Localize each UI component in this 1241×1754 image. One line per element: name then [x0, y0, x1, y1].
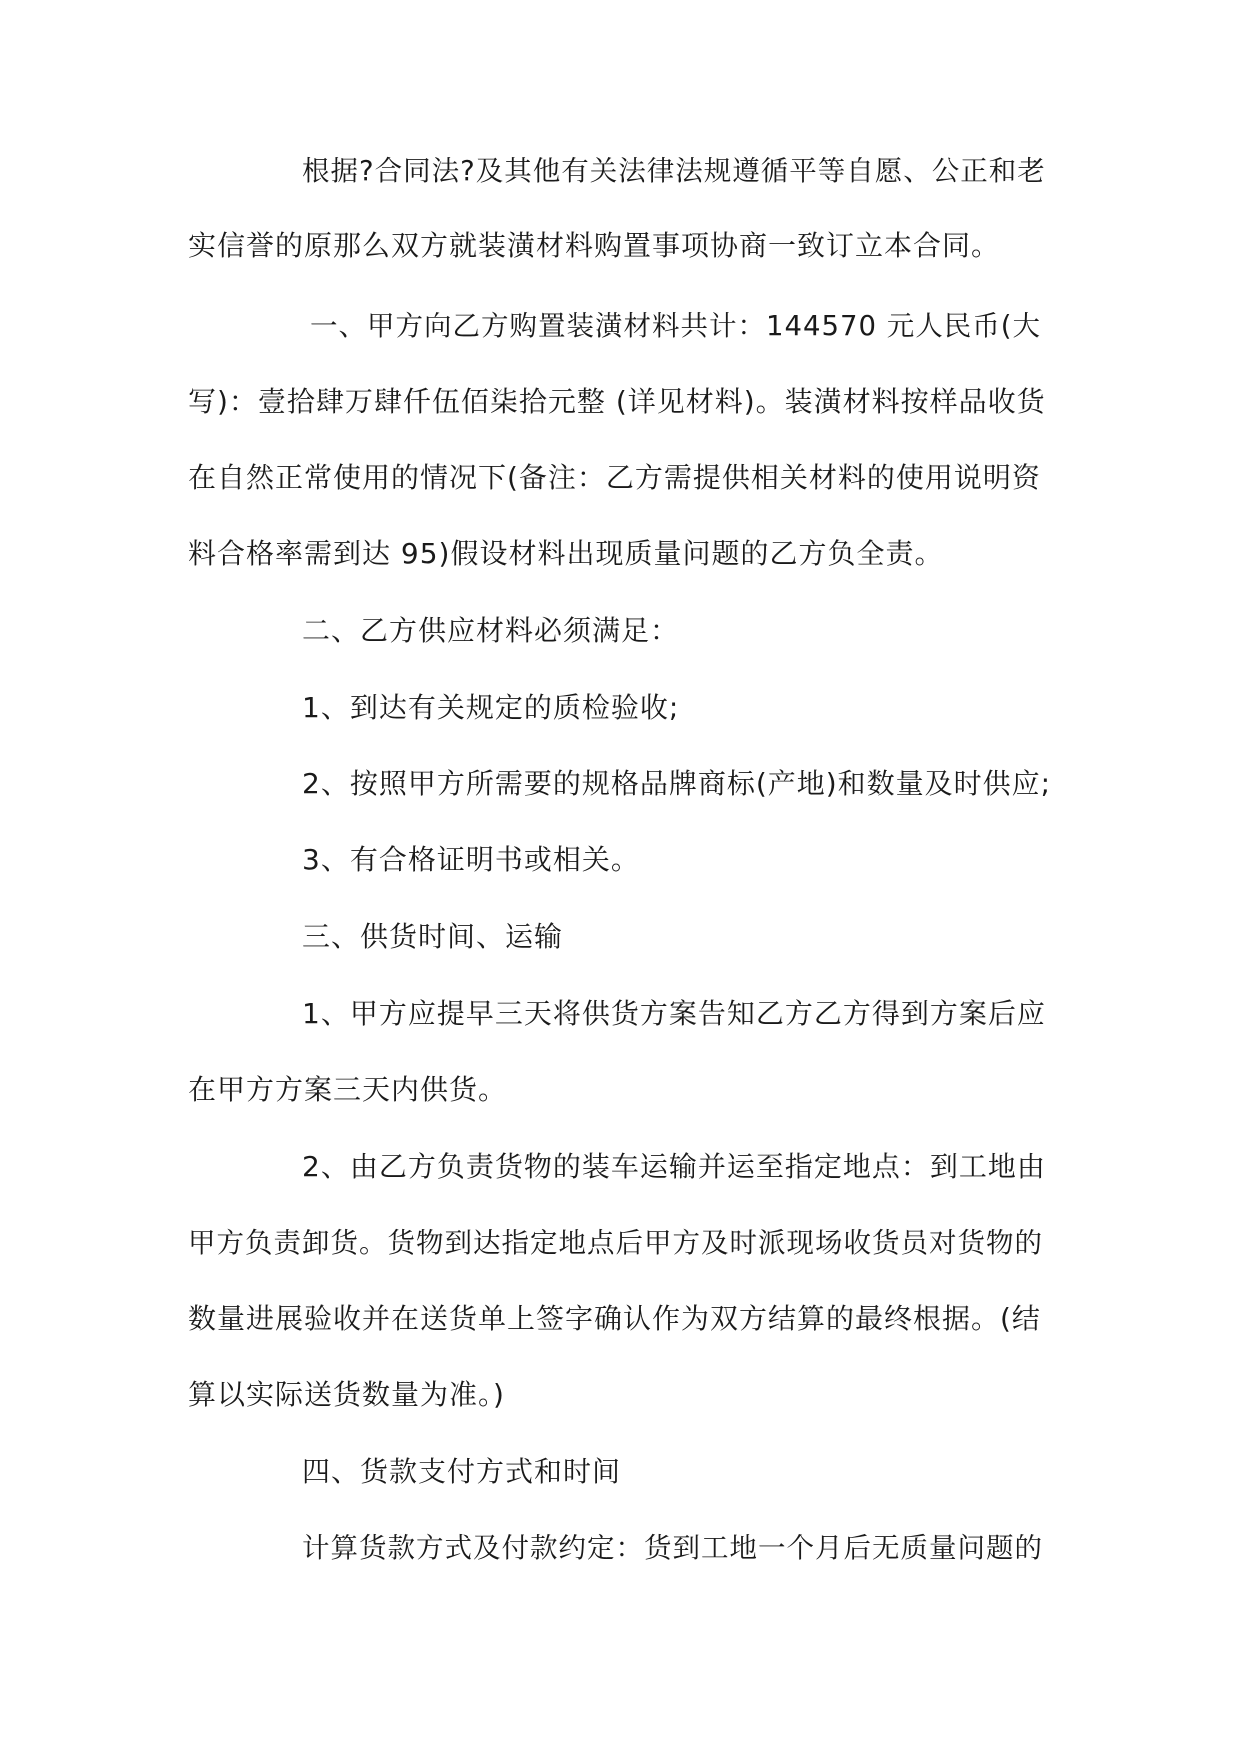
- text-line-15: 甲方负责卸货。货物到达指定地点后甲方及时派现场收货员对货物的: [188, 1227, 1043, 1259]
- text-line-1: 根据?合同法?及其他有关法律法规遵循平等自愿、公正和老: [302, 155, 1046, 187]
- text-line-11: 三、供货时间、运输: [302, 920, 564, 953]
- text-line-4: 写)：壹拾肆万肆仟伍佰柒拾元整 (详见材料)。装潢材料按样品收货: [188, 385, 1046, 418]
- text-line-6: 料合格率需到达 95)假设材料出现质量问题的乙方负全责。: [188, 537, 944, 570]
- text-line-3: 一、甲方向乙方购置装潢材料共计：144570 元人民币(大: [310, 310, 1041, 342]
- text-line-5: 在自然正常使用的情况下(备注：乙方需提供相关材料的使用说明资: [188, 461, 1041, 494]
- text-line-10: 3、有合格证明书或相关。: [302, 843, 640, 876]
- text-line-12: 1、甲方应提早三天将供货方案告知乙方乙方得到方案后应: [302, 997, 1046, 1030]
- text-line-16: 数量进展验收并在送货单上签字确认作为双方结算的最终根据。(结: [188, 1302, 1041, 1335]
- text-line-13: 在甲方方案三天内供货。: [188, 1073, 508, 1106]
- text-line-19: 计算货款方式及付款约定：货到工地一个月后无质量问题的: [302, 1532, 1043, 1564]
- text-line-8: 1、到达有关规定的质检验收;: [302, 691, 680, 724]
- text-line-9: 2、按照甲方所需要的规格品牌商标(产地)和数量及时供应;: [302, 767, 1052, 800]
- text-line-17: 算以实际送货数量为准。): [188, 1378, 505, 1411]
- text-line-18: 四、货款支付方式和时间: [302, 1455, 622, 1488]
- text-line-2: 实信誉的原那么双方就装潢材料购置事项协商一致订立本合同。: [188, 229, 1001, 262]
- text-line-7: 二、乙方供应材料必须满足：: [302, 614, 680, 647]
- text-line-14: 2、由乙方负责货物的装车运输并运至指定地点：到工地由: [302, 1150, 1046, 1183]
